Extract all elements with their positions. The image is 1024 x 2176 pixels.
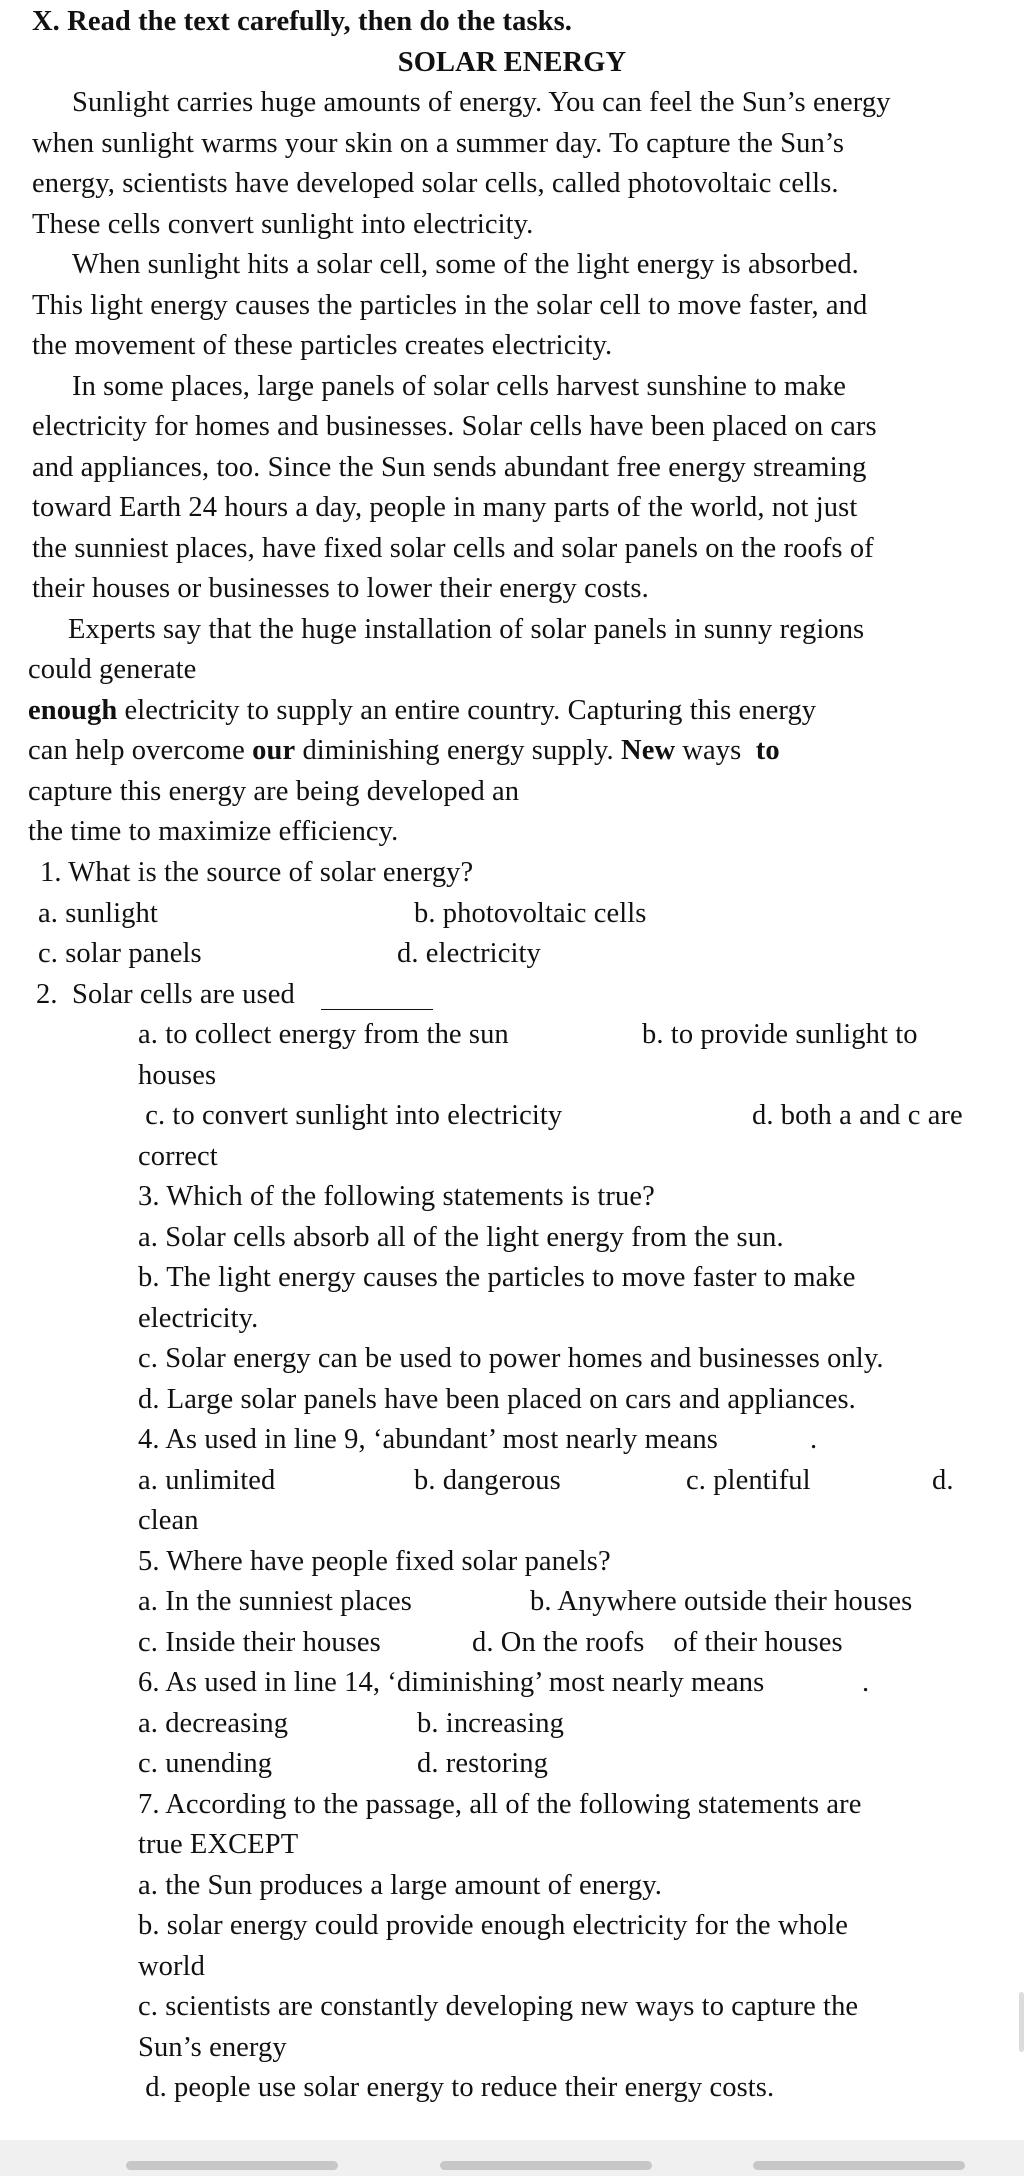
answer-option: d. restoring [417,1748,549,1779]
answer-option: c. to convert sunlight into electricity [138,1100,563,1131]
answer-option: d. Large solar panels have been placed on cars and appliances. [138,1384,856,1415]
answer-option: b. dangerous [414,1465,561,1496]
passage-line: can help overcome our diminishing energy supply. New ways to [28,735,780,766]
question-stem: 4. As used in line 9, ‘abundant’ most nearly means [138,1424,718,1455]
question-stem: 6. As used in line 14, ‘diminishing’ most nearly means [138,1667,765,1698]
answer-option-continued: electricity. [138,1303,259,1334]
answer-option: b. photovoltaic cells [414,898,647,929]
answer-option-continued: correct [138,1141,218,1172]
question-stem: 3. Which of the following statements is true? [138,1181,655,1212]
passage-line: the time to maximize efficiency. [28,816,399,847]
passage-line: the movement of these particles creates electricity. [32,330,613,361]
page-indicator-pill[interactable] [126,2161,338,2170]
passage-line: toward Earth 24 hours a day, people in many parts of the world, not just [32,492,858,523]
answer-option: a. In the sunniest places [138,1586,412,1617]
bold-word: to [755,735,780,766]
answer-option: d. [932,1465,954,1496]
passage-title: SOLAR ENERGY [397,47,627,78]
question-stem-continued: true EXCEPT [138,1829,299,1860]
passage-line: the sunniest places, have fixed solar cells and solar panels on the roofs of [32,533,874,564]
instruction-heading: X. Read the text carefully, then do the tasks. [32,6,573,37]
answer-blank [321,1009,433,1010]
answer-option: a. the Sun produces a large amount of energy. [138,1870,662,1901]
answer-option: a. sunlight [38,898,158,929]
bottom-pager-bar [0,2140,1024,2176]
answer-option: a. unlimited [138,1465,276,1496]
passage-line: Sunlight carries huge amounts of energy. You can feel the Sun’s energy [72,87,891,118]
answer-option: b. to provide sunlight to [642,1019,918,1050]
passage-line: could generate [28,654,197,685]
passage-line: In some places, large panels of solar cells harvest sunshine to make [72,371,846,402]
passage-line: when sunlight warms your skin on a summer day. To capture the Sun’s [32,128,845,159]
passage-line: When sunlight hits a solar cell, some of the light energy is absorbed. [72,249,859,280]
answer-option: c. unending [138,1748,273,1779]
bold-word: our [252,735,296,766]
answer-option: c. scientists are constantly developing new ways to capture the [138,1991,859,2022]
page-edge-shadow [1019,1992,1024,2052]
answer-option: d. On the roofs of their houses [472,1627,843,1658]
answer-option-continued: clean [138,1505,199,1536]
passage-line: their houses or businesses to lower their energy costs. [32,573,649,604]
passage-line: and appliances, too. Since the Sun sends abundant free energy streaming [32,452,867,483]
answer-option: b. increasing [417,1708,564,1739]
answer-option: b. solar energy could provide enough electricity for the whole [138,1910,849,1941]
answer-option: c. solar panels [38,938,202,969]
passage-line: electricity for homes and businesses. Solar cells have been placed on cars [32,411,877,442]
page-indicator-pill[interactable] [440,2161,652,2170]
answer-option: c. plentiful [686,1465,811,1496]
question-stem-end: . [810,1424,818,1455]
bold-word: enough [28,695,118,726]
question-stem: 2. Solar cells are used [36,979,295,1010]
answer-option: d. both a and c are [752,1100,963,1131]
answer-option-continued: Sun’s energy [138,2032,287,2063]
bold-word: New [621,735,676,766]
passage-line: Experts say that the huge installation of solar panels in sunny regions [68,614,865,645]
answer-option-continued: world [138,1951,205,1982]
passage-line: This light energy causes the particles in the solar cell to move faster, and [32,290,868,321]
question-stem: 7. According to the passage, all of the following statements are [138,1789,862,1820]
passage-line: energy, scientists have developed solar cells, called photovoltaic cells. [32,168,839,199]
answer-option: a. to collect energy from the sun [138,1019,509,1050]
answer-option-continued: houses [138,1060,217,1091]
question-stem: 5. Where have people fixed solar panels? [138,1546,611,1577]
passage-line: These cells convert sunlight into electricity. [32,209,534,240]
answer-option: d. electricity [397,938,541,969]
passage-line: enough electricity to supply an entire country. Capturing this energy [28,695,817,726]
answer-option: a. decreasing [138,1708,289,1739]
answer-option: c. Solar energy can be used to power homes and businesses only. [138,1343,884,1374]
answer-option: b. Anywhere outside their houses [530,1586,913,1617]
answer-option: d. people use solar energy to reduce their energy costs. [138,2072,775,2103]
answer-option: a. Solar cells absorb all of the light energy from the sun. [138,1222,784,1253]
answer-option: c. Inside their houses [138,1627,381,1658]
passage-line: capture this energy are being developed an [28,776,520,807]
page-indicator-pill[interactable] [753,2161,965,2170]
question-stem: 1. What is the source of solar energy? [40,857,474,888]
answer-option: b. The light energy causes the particles to move faster to make [138,1262,856,1293]
question-stem-end: . [862,1667,870,1698]
